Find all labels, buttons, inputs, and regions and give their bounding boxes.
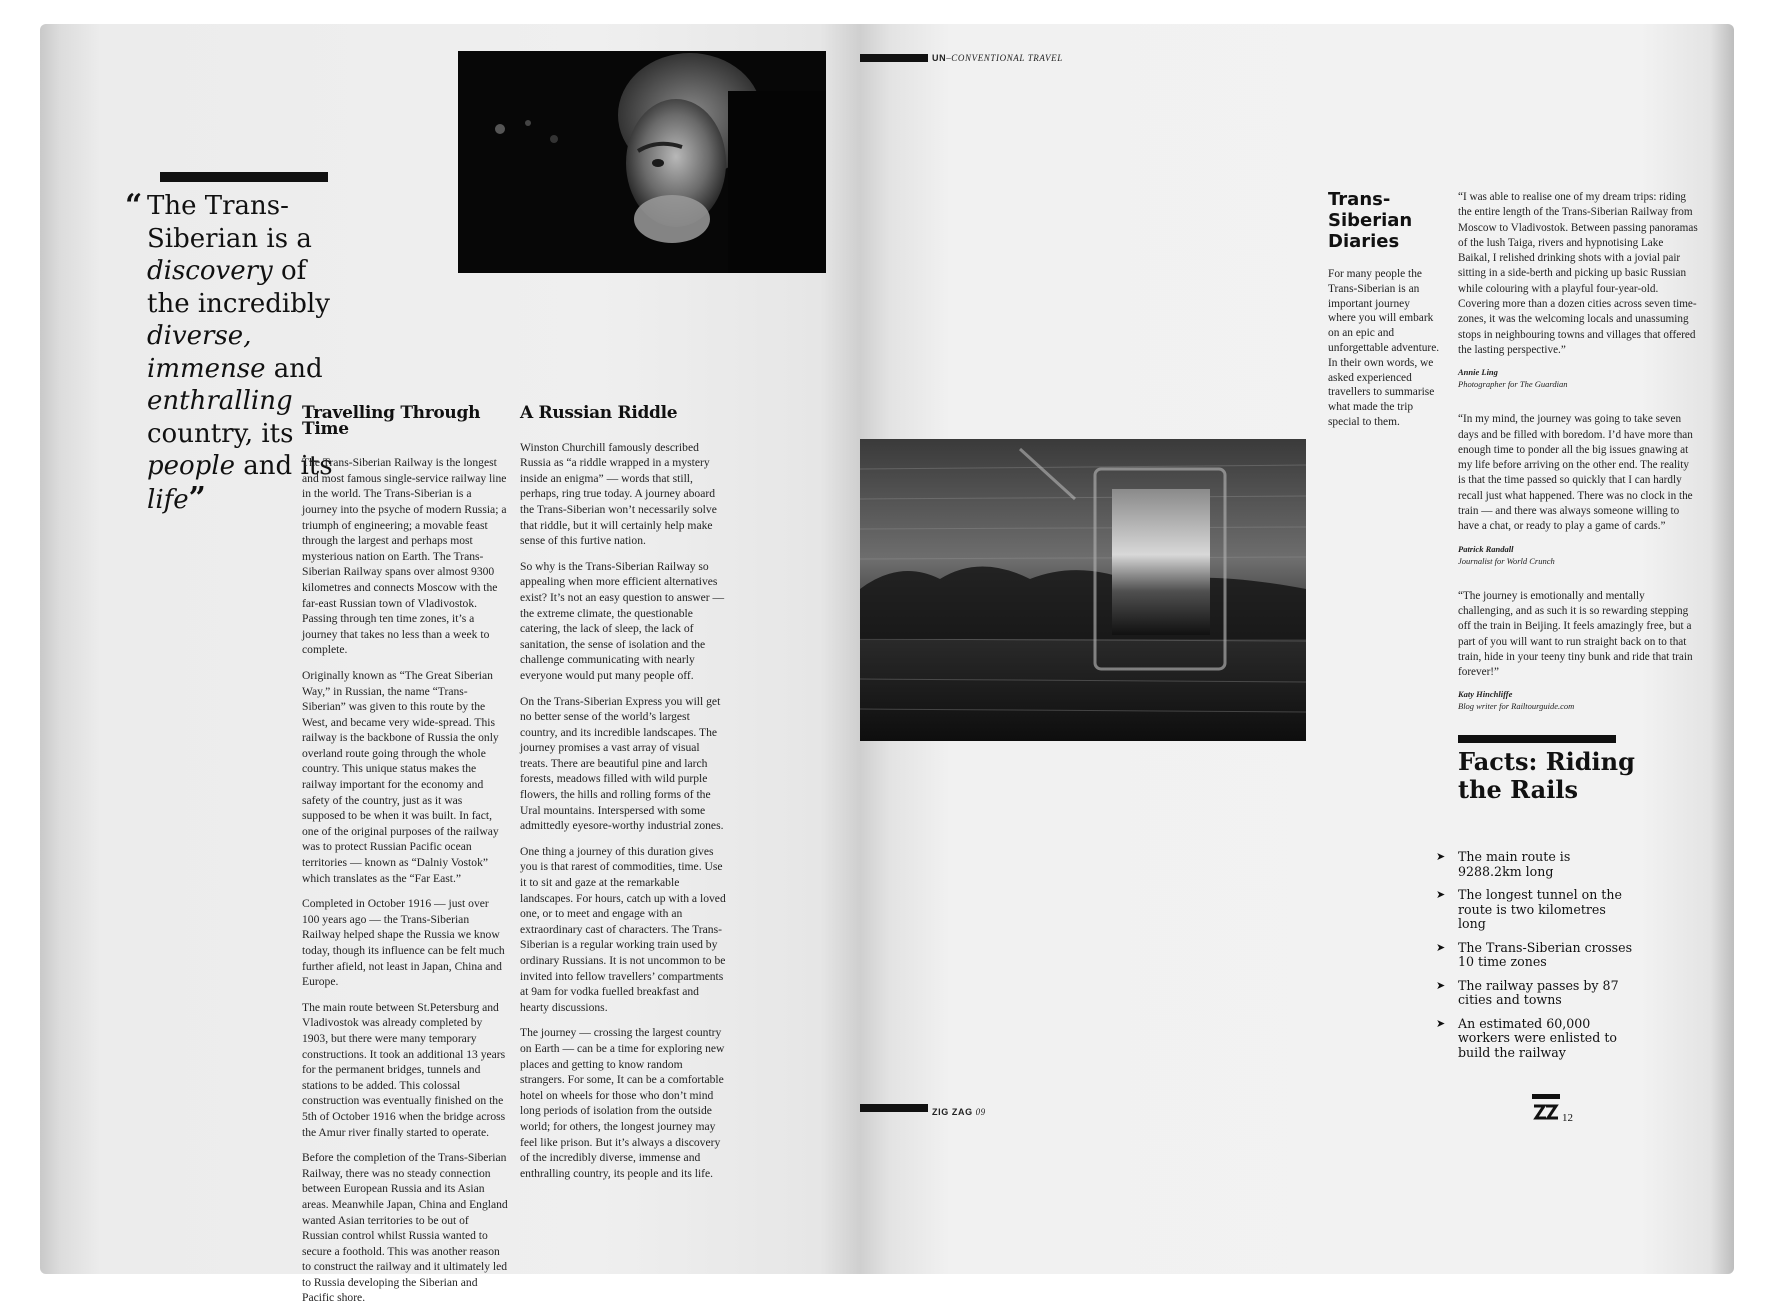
magazine-spread	[40, 24, 1734, 1305]
arrow-bullet-icon: ➤	[1436, 940, 1446, 954]
right-page	[860, 24, 1734, 1274]
quote-author: Katy Hinchliffe	[1458, 689, 1513, 700]
article-column-2	[520, 403, 726, 1191]
column-2-paragraph: On the Trans-Siberian Express you will get no better sense of the world’s largest country, and its incredible landscapes. The journey promises a vast array of visual treats. There are beautiful pine and larch forests, meadows filled with wild purple flowers, the hills and rolling forms of the Ural mountains. Interspersed with some admittedly eyesore-worthy industrial zones.	[520, 694, 724, 833]
fact-item: ➤ The longest tunnel on the route is two kilometres long	[1436, 887, 1622, 931]
diaries-title: Trans-Siberian Diaries	[1328, 189, 1413, 252]
column-2-paragraph: Winston Churchill famously described Russia as “a riddle wrapped in a mystery inside an enigma” — words that still, perhaps, ring true today. A journey aboard the Trans-Siberian won’t necessarily solve that riddle, but it will certainly help make sense of this furtive nation.	[520, 440, 717, 548]
column-2-heading: A Russian Riddle	[520, 403, 678, 423]
train-window-photo	[860, 439, 1306, 741]
quote-text: “The journey is emotionally and mentally challenging, and as such it is so rewarding stepping off the train in Beijing. It feels amazingly free, but a part of you will want to run straight back on to that train, hide in your teeny tiny bunk and ride that train forever!”	[1458, 589, 1693, 679]
fact-item: ➤ The main route is 9288.2km long	[1436, 849, 1571, 879]
column-1-paragraph: The Trans-Siberian Railway is the longest and most famous single-service railway line in the world. The Trans-Siberian is a journey into the psyche of modern Russia; a triumph of engineering; a movable feast through the largest and perhaps most mysterious nation on Earth. The Trans-Siberian Railway spans over almost 9300 kilometres and connects Moscow with the far-east Russian town of Vladivostok. Passing through ten time zones, it’s a journey that takes no less than a week to complete.	[302, 456, 507, 657]
arrow-bullet-icon: ➤	[1436, 888, 1446, 901]
diaries-intro: For many people the Trans-Siberian is an important journey where you will embark on an epic and unforgettable adventure. In their own words, we asked experienced travellers to summarise what made the trip special to them.	[1328, 268, 1440, 428]
column-1-paragraph: Completed in October 1916 — just over 100 years ago — the Trans-Siberian Railway helped shape the Russia we know today, though its influence can be felt much further afield, not least in Japan, China and Europe.	[302, 897, 505, 989]
column-2-paragraph: One thing a journey of this duration gives you is that rarest of commodities, time. Use it to sit and gaze at the remarkable landscapes. For hours, catch up with a loved one, or to meet and engage with an extraordinary cast of characters. The Trans-Siberian is a regular working train used by ordinary Russians. It is not uncommon to be invited into fellow travellers’ compartments at 9am for vodka fuelled breakfast and hearty discussions.	[520, 844, 726, 1014]
facts-title: Facts: Riding the Rails	[1458, 747, 1635, 804]
page-number: 12	[1562, 1112, 1573, 1124]
header-rule	[860, 54, 928, 62]
portrait-photo	[458, 51, 826, 273]
pull-quote-rule	[160, 172, 328, 182]
column-1-paragraph: Before the completion of the Trans-Siberian Railway, there was no steady connection between European Russia and its Asian areas. Meanwhile Japan, China and England wanted Asian territories to be out of Russian control whilst Russia wanted to secure a foothold. This was another reason to construct the railway and it ultimately led to Russia developing the Siberian and Pacific shore.	[302, 1151, 508, 1305]
quote-block	[1458, 412, 1698, 566]
zigzag-logo-icon	[1532, 1094, 1560, 1124]
pull-quote: “ The Trans-Siberian is a discovery of the incredibly diverse, immense and enthralling country, its people and its life”	[125, 188, 333, 516]
column-2-paragraph: The journey — crossing the largest country on Earth — can be a time for exploring new places and getting to know random strangers. For some, It can be a comfortable hotel on wheels for those who don’t mind long periods of isolation from the outside world; for others, the longest journey may feel like prison. But it’s always a discovery of the incredibly diverse, immense and enthralling country, its people and its life.	[520, 1026, 725, 1180]
quote-author: Patrick Randall	[1458, 543, 1514, 554]
footer-rule	[860, 1104, 928, 1112]
pull-quote-open-mark: “	[125, 188, 143, 223]
column-1-heading: Travelling Through Time	[302, 403, 481, 439]
quote-text: “I was able to realise one of my dream trips: riding the entire length of the Trans-Siberian Railway from Moscow to Vladivostok. Between passing panoramas of the lush Taiga, rivers and hypnotising Lake Baikal, I relished drinking shots with a jovial pair sitting in a side-berth and picking up basic Russian while colouring with a playful four-year-old. Covering more than a dozen cities across seven time-zones, it was the welcoming locals and unassuming stops in neighbouring towns and villages that offered the lasting perspective.”	[1458, 191, 1698, 356]
column-2-paragraph: So why is the Trans-Siberian Railway so appealing when more efficient alternatives exist? It’s not an easy question to answer — the extreme climate, the questionable catering, the lack of sleep, the lack of sanitation, the sense of isolation and the challenge communicating with nearly everyone would put many people off.	[520, 559, 725, 682]
running-head: UN–CONVENTIONAL TRAVEL	[932, 53, 1063, 63]
arrow-bullet-icon: ➤	[1436, 850, 1446, 863]
left-page	[40, 24, 860, 1305]
footer-magazine-name: ZIG ZAG 09	[932, 1107, 986, 1117]
quote-author-role: Blog writer for Railtourguide.com	[1458, 701, 1575, 712]
quote-block	[1458, 190, 1698, 390]
facts-list	[1436, 850, 1636, 1069]
quote-author-role: Photographer for The Guardian	[1458, 379, 1568, 390]
traveller-quotes	[1458, 190, 1698, 734]
quote-author-role: Journalist for World Crunch	[1458, 555, 1555, 566]
quote-text: “In my mind, the journey was going to take seven days and be filled with boredom. I’d have more than enough time to ponder all the big issues gnawing at my life before arriving on the other end. The reality is that the time passed so quickly that I can hardly recall just what happened. There was no clock in the train — and there was always someone willing to have a chat, or ready to play a game of cards.”	[1458, 413, 1693, 533]
pull-quote-close-mark: ”	[188, 480, 206, 516]
fact-item: ➤ An estimated 60,000 workers were enlisted to build the railway	[1436, 1015, 1617, 1060]
quote-author: Annie Ling	[1458, 367, 1498, 378]
column-1-paragraph: Originally known as “The Great Siberian Way,” in Russian, the name “Trans-Siberian” was given to this route by the West, and became very wide-spread. This railway is the backbone of Russia the only overland route going through the whole country. This unique status makes the railway important for the economy and safety of the country, just as it was supposed to be when it was built. In fact, one of the original purposes of the railway was to protect Russian Pacific ocean territories — known as “Dalniy Vostok” which translates as the “Far East.”	[302, 668, 499, 885]
column-1-paragraph: The main route between St.Petersburg and Vladivostok was already completed by 1903, but there were many temporary constructions. It took an additional 13 years for the permanent bridges, tunnels and stations to be added. This colossal construction was eventually finished on the 5th of October 1916 when the bridge across the Amur river finally started to operate.	[302, 1000, 506, 1139]
fact-item: ➤ The railway passes by 87 cities and towns	[1436, 977, 1619, 1007]
arrow-bullet-icon: ➤	[1436, 1016, 1446, 1030]
article-column-1	[302, 403, 508, 1316]
quote-block	[1458, 589, 1698, 713]
fact-item: ➤ The Trans-Siberian crosses 10 time zones	[1436, 939, 1633, 969]
facts-rule	[1458, 735, 1616, 743]
arrow-bullet-icon: ➤	[1436, 978, 1446, 992]
